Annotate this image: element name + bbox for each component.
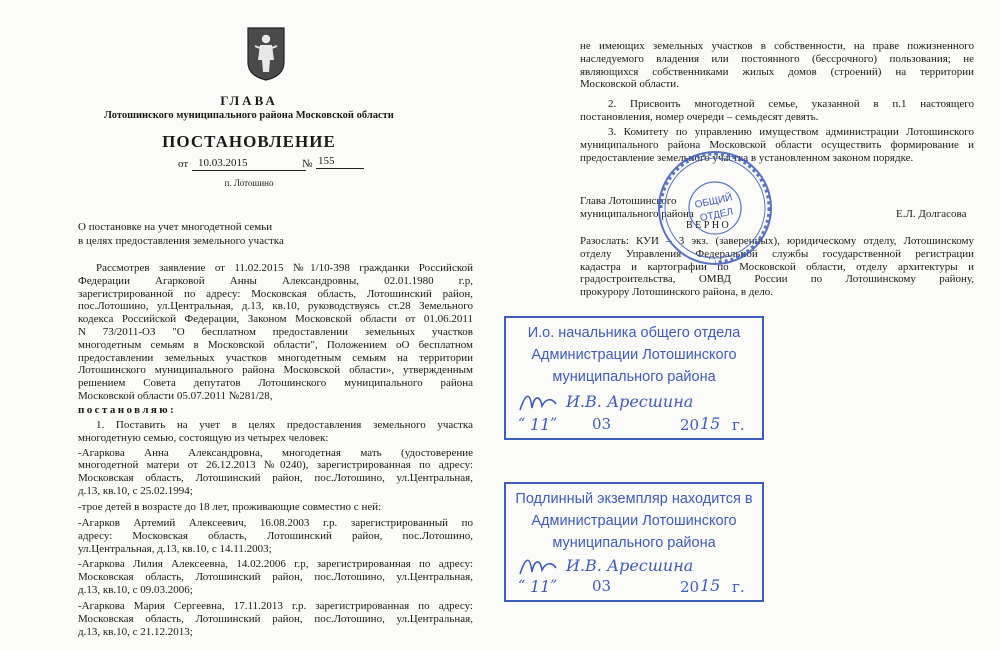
stamp2-line-3: муниципального района	[552, 535, 716, 551]
item-line: -Агарков Артемий Алексеевич, 16.08.2003 г.р. зарегистрированный по	[78, 517, 473, 529]
header-authority: Лотошинского муниципального района Московской области	[104, 110, 394, 121]
stamp1-date-suffix: г.	[732, 416, 745, 434]
number-prefix: №	[302, 158, 313, 170]
body-line: предоставлении земельных участков многодетным семьям на территории	[78, 351, 473, 364]
round-seal-text-1: ОБЩИЙ	[693, 192, 734, 211]
coat-of-arms-icon	[246, 26, 286, 82]
resolve-word: постановляю:	[78, 404, 177, 416]
stamp1-signature-scribble-icon	[516, 390, 560, 414]
item-line: д.13, кв.10, с 09.03.2006;	[78, 584, 193, 596]
signatory-name: Е.Л. Долгасова	[896, 208, 967, 220]
certification-stamp-2	[504, 482, 764, 602]
subject-line-1: О постановке на учет многодетной семьи	[78, 221, 273, 233]
certification-stamp-1	[504, 316, 764, 440]
stamp1-signature: И.В. Аресшина	[566, 392, 694, 411]
stamp1-quote-open: “	[518, 416, 526, 432]
stamp1-date-year-suffix: 15	[700, 414, 721, 433]
verno-mark: В Е Р Н О	[686, 220, 729, 231]
document-date: 10.03.2015	[192, 157, 306, 171]
item-line: адресу: Московская область, Лотошинский район, пос.Лотошино,	[78, 529, 473, 542]
stamp2-date-month: 03	[592, 577, 612, 595]
item-line: -Агаркова Анна Александровна, многодетная мать (удостоверение	[78, 446, 473, 459]
item-line: 1. Поставить на учет в целях предоставления земельного участка	[96, 419, 473, 431]
item-line: д.13, кв.10, с 25.02.1994;	[78, 485, 193, 497]
distribution-line: градостроительства, ОМВД России по Лотошинскому району,	[580, 273, 974, 286]
distribution-line: прокурору Лотошинского района, в дело.	[580, 286, 773, 299]
stamp2-date-year-suffix: 15	[700, 576, 721, 595]
stamp1-date-day: 11	[530, 415, 551, 434]
body-line: решением Совета депутатов Лотошинского муниципального района	[78, 377, 473, 390]
stamp1-line-3: муниципального района	[552, 369, 716, 385]
body-line: N 73/2011-ОЗ "О бесплатном предоставлении земельных участков	[78, 326, 473, 338]
round-seal-text-2: ОТДЕЛ	[699, 206, 735, 225]
body-line: Московской области 05.07.2011 №281/28,	[78, 390, 273, 402]
stamp2-line-2: Администрации Лотошинского	[531, 513, 737, 529]
stamp1-quote-close: ”	[550, 416, 558, 432]
body-line: зарегистрированной по адресу: Московская область, Лотошинский район,	[78, 287, 473, 300]
continuation-line: не имеющих земельных участков в собственности, на праве пожизненного	[580, 40, 974, 52]
body-line: многодетным семьям в Московской области", Положением оО бесплатном	[78, 338, 473, 351]
header-title-word: ГЛАВА	[220, 93, 278, 108]
item-line: -Агаркова Мария Сергеевна, 17.11.2013 г.р. зарегистрированная по адресу:	[78, 600, 473, 612]
item2-line: постановления, номер очереди – семьдесят девять.	[580, 110, 819, 123]
round-seal-icon	[655, 148, 775, 268]
item-line: Московская область, Лотошинский район, пос.Лотошино, ул.Центральная,	[78, 571, 473, 584]
subject-line-2: в целях предоставления земельного участка	[78, 235, 284, 247]
item-line: Московская область, Лотошинский район, пос.Лотошино, ул.Центральная,	[78, 612, 473, 625]
stamp2-signature-scribble-icon	[516, 554, 560, 578]
item-line: -трое детей в возрасте до 18 лет, проживающие совместно с ней:	[78, 501, 382, 513]
item-line: многодетную семью, состоящую из четырех человек:	[78, 431, 329, 444]
continuation-line: являющихся собственниками жилых домов (строений) на территории	[580, 65, 974, 78]
continuation-line: наследуемого владения или постоянного (бессрочного) пользования; не	[580, 52, 974, 65]
stamp2-date-year-prefix: 20	[680, 578, 700, 596]
stamp1-date-year-prefix: 20	[680, 416, 700, 434]
item-line: ул.Центральная, д.13, кв.10, с 14.11.2003;	[78, 542, 272, 555]
signature-title-1: Глава Лотошинского	[580, 195, 677, 207]
item-line: многодетной матери от 26.12.2013 №0240), зарегистрированная по адресу:	[78, 459, 473, 472]
document-number: 155	[316, 155, 364, 169]
distribution-line: Разослать: КУИ – 3 экз. (заверенных), юридическому отделу, Лотошинскому	[580, 235, 974, 247]
document-type-title: ПОСТАНОВЛЕНИЕ	[162, 132, 336, 151]
left-page	[0, 0, 498, 650]
item2-line: 2. Присвоить многодетной семье, указанной в п.1 настоящего	[608, 98, 974, 110]
item3-line: муниципального района Московской области осуществить формирование и	[580, 138, 974, 151]
body-line: Лотошинского муниципального района Московской области», утвержденным	[78, 364, 473, 377]
document-place: п. Лотошино	[224, 178, 274, 188]
signature-title-2: муниципального района	[580, 208, 694, 220]
item3-line: предоставление земельного участка в установленном законом порядке.	[580, 151, 914, 164]
stamp2-date-suffix: г.	[732, 578, 745, 596]
stamp1-line-2: Администрации Лотошинского	[531, 347, 737, 363]
continuation-line: Московской области.	[580, 78, 679, 91]
body-line: кодекса Российской Федерации, Законом Московской области от 01.06.2011	[78, 313, 473, 326]
body-line: Рассмотрев заявление от 11.02.2015 №1/10-398 гражданки Российской	[96, 262, 473, 274]
stamp2-line-1: Подлинный экземпляр находится в	[515, 491, 753, 507]
stamp2-quote-close: ”	[550, 578, 558, 594]
stamp1-line-1: И.о. начальника общего отдела	[527, 325, 741, 341]
distribution-line: кадастра и картографии по Московской области, отделу архитектуры и	[580, 260, 974, 273]
stamp2-signature: И.В. Аресшина	[566, 556, 694, 575]
body-line: Федерации Агарковой Анны Александровны, 02.01.1980 г.р,	[78, 274, 473, 287]
item-line: -Агаркова Лилия Алексеевна, 14.02.2006 г.р, зарегистрированная по адресу:	[78, 558, 473, 571]
stamp2-quote-open: “	[518, 578, 526, 594]
distribution-line: отделу Управления Федеральной службы государственной регистрации	[580, 247, 974, 260]
item-line: Московская область, Лотошинский район, пос.Лотошино, ул.Центральная,	[78, 472, 473, 485]
date-prefix: от	[178, 158, 189, 170]
body-line: пос.Лотошино, ул.Центральная, д.13, кв.10, руководствуясь ст.28 Земельного	[78, 300, 473, 313]
item-line: д.13, кв.10, с 21.12.2013;	[78, 625, 193, 638]
stamp1-date-month: 03	[592, 415, 612, 433]
stamp2-date-day: 11	[530, 577, 551, 596]
item3-line: 3. Комитету по управлению имуществом администрации Лотошинского	[608, 126, 974, 138]
